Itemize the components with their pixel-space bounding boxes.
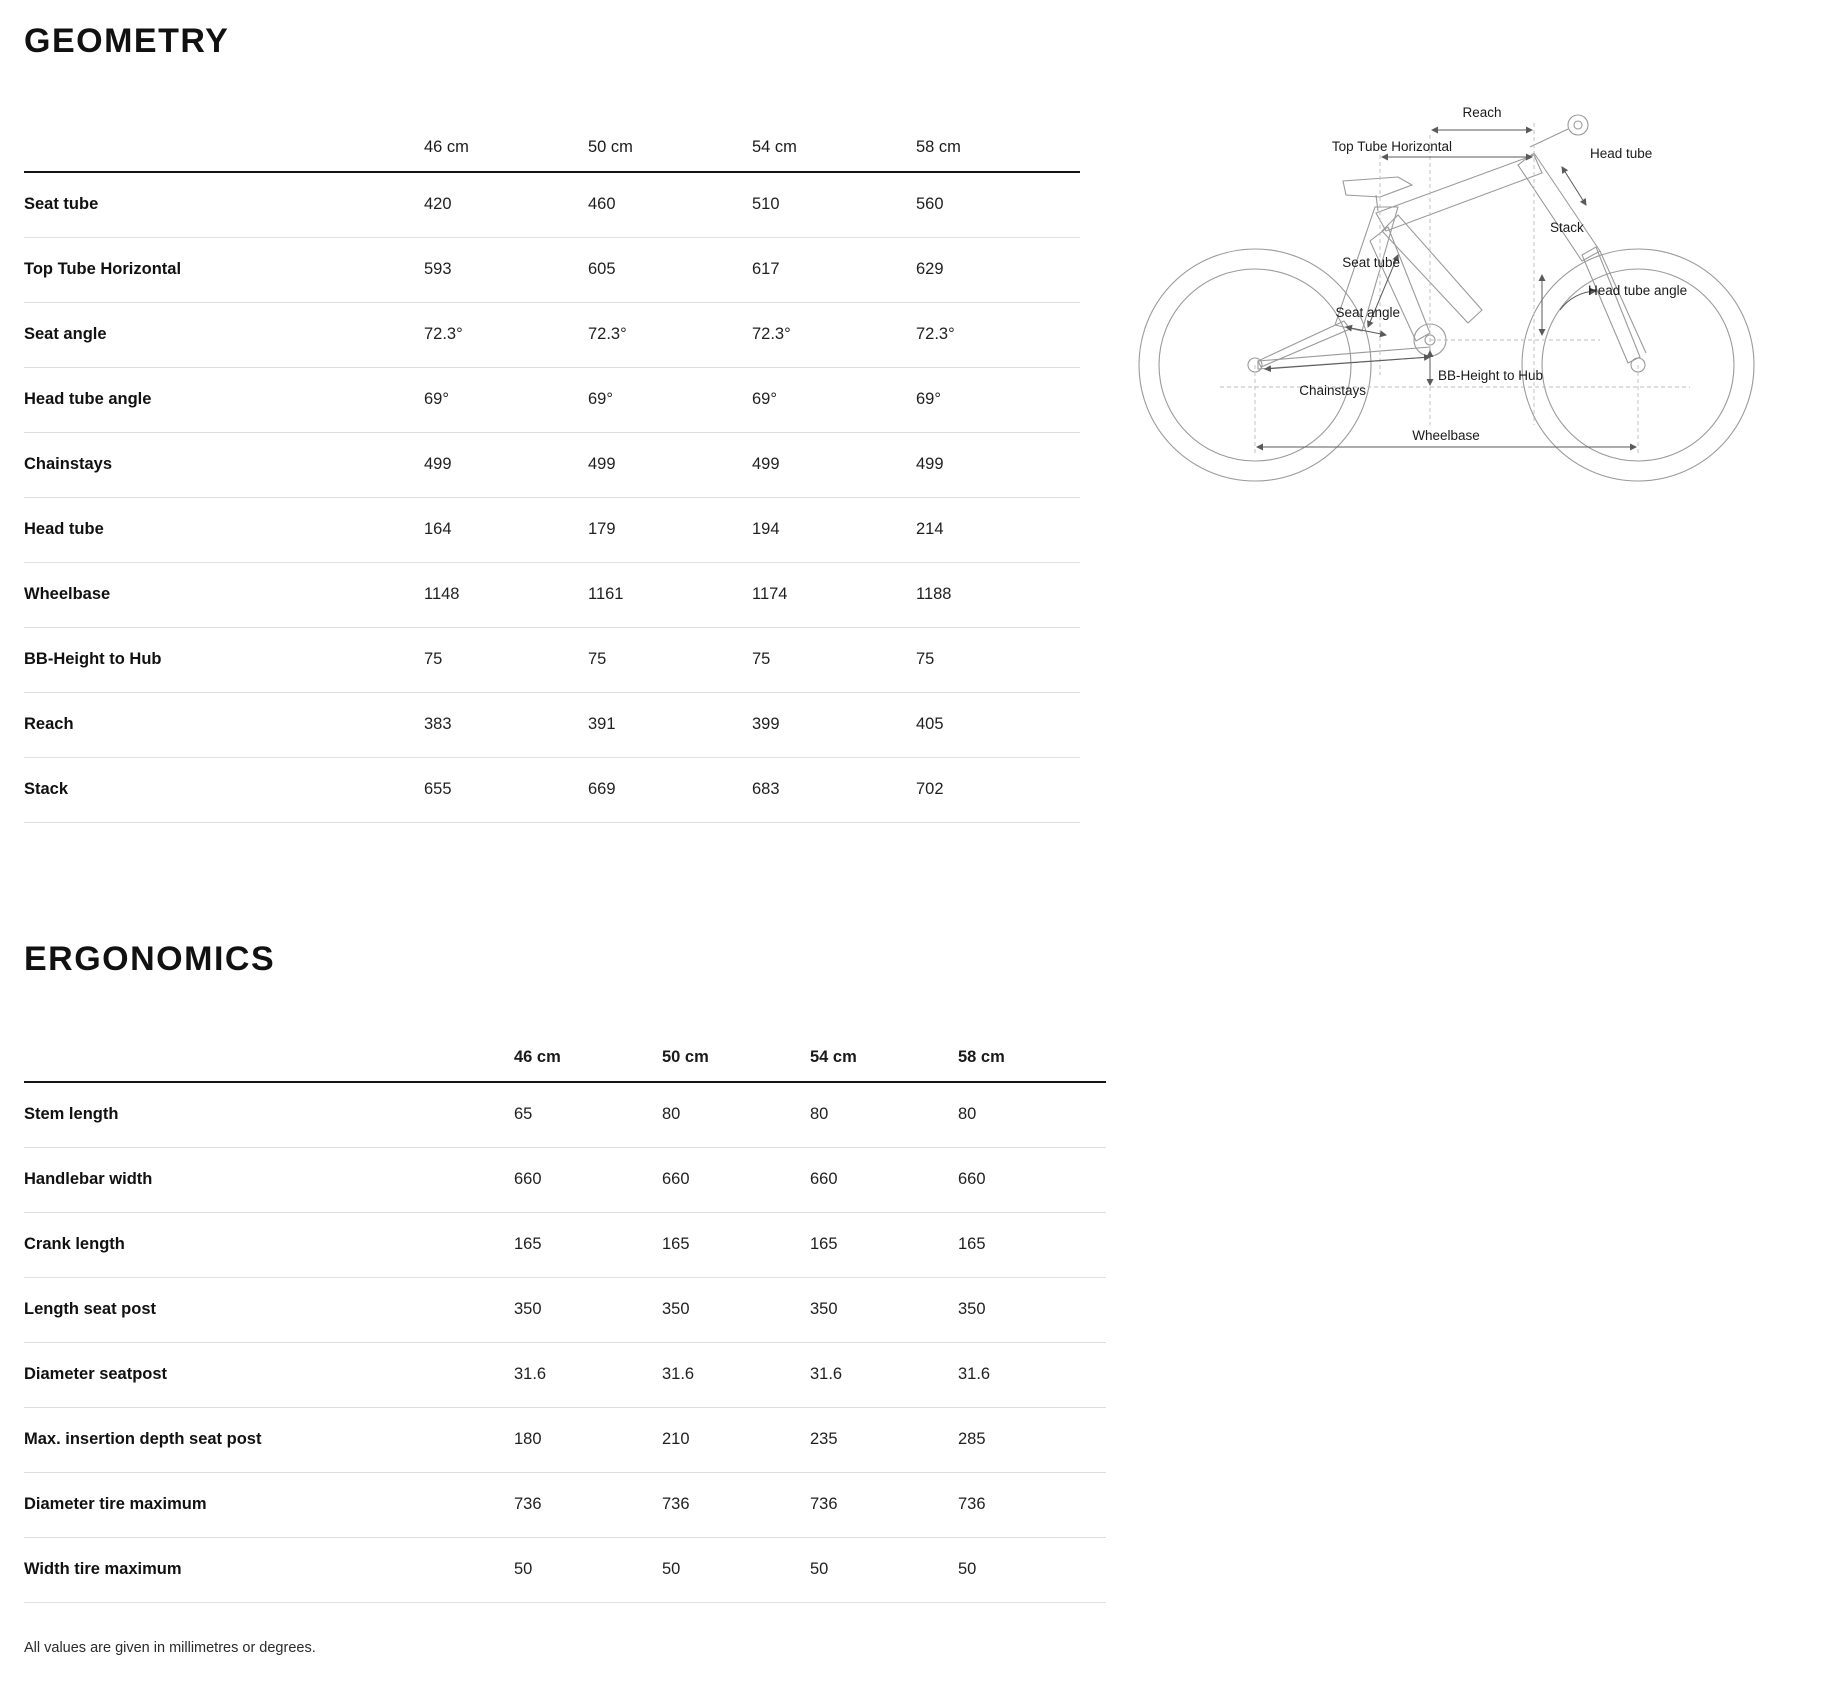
table-row: [24, 1277, 1106, 1342]
cell-value: 65: [514, 1105, 533, 1124]
cell-value: 72.3°: [588, 325, 627, 343]
cell-value: 617: [752, 260, 780, 278]
cell-value: 235: [810, 1430, 838, 1448]
column-header-50cm: 50 cm: [588, 138, 633, 156]
row-label: Head tube: [24, 520, 104, 538]
cell-value: 391: [588, 715, 616, 733]
page-title-geometry: GEOMETRY: [24, 22, 230, 60]
column-header-58cm: 58 cm: [958, 1048, 1005, 1066]
ergonomics-table: [24, 1030, 1106, 1603]
row-label: Handlebar width: [24, 1170, 153, 1188]
table-row: [24, 562, 1080, 627]
cell-value: 702: [916, 780, 944, 798]
row-label: Max. insertion depth seat post: [24, 1430, 262, 1448]
diagram-label-bb-height-to-hub: BB-Height to Hub: [1438, 368, 1544, 383]
row-label: Seat tube: [24, 195, 99, 214]
diagram-label-reach: Reach: [1462, 105, 1502, 120]
cell-value: 75: [424, 650, 443, 668]
cell-value: 660: [958, 1170, 986, 1188]
diagram-label-head-tube: Head tube: [1590, 146, 1653, 161]
footnote: All values are given in millimetres or degrees.: [24, 1640, 316, 1656]
column-header-54cm: 54 cm: [810, 1048, 857, 1066]
cell-value: 683: [752, 780, 780, 798]
cell-value: 50: [958, 1560, 977, 1578]
bicycle-geometry-diagram: [1130, 95, 1830, 535]
row-label: BB-Height to Hub: [24, 650, 162, 668]
page-title-ergonomics: ERGONOMICS: [24, 940, 276, 978]
cell-value: 165: [514, 1235, 542, 1253]
table-row: [24, 172, 1080, 237]
cell-value: 80: [958, 1105, 977, 1124]
row-label: Chainstays: [24, 455, 113, 473]
cell-value: 31.6: [810, 1365, 843, 1383]
table-row: [24, 692, 1080, 757]
cell-value: 164: [424, 520, 452, 538]
table-row: [24, 1342, 1106, 1407]
table-row: [24, 302, 1080, 367]
cell-value: 660: [810, 1170, 838, 1188]
cell-value: 179: [588, 520, 616, 538]
cell-value: 655: [424, 780, 452, 798]
geometry-table: [24, 120, 1080, 823]
cell-value: 1161: [588, 585, 624, 603]
diagram-label-seat-tube: Seat tube: [1342, 255, 1400, 270]
cell-value: 69°: [424, 390, 449, 408]
cell-value: 1174: [752, 585, 788, 603]
table-row: [24, 757, 1080, 822]
diagram-label-head-tube-angle: Head tube angle: [1588, 283, 1688, 298]
row-label: Wheelbase: [24, 585, 111, 603]
row-label: Length seat post: [24, 1300, 157, 1318]
cell-value: 165: [810, 1235, 838, 1253]
cell-value: 69°: [916, 390, 941, 408]
cell-value: 1188: [916, 585, 952, 603]
row-label: Crank length: [24, 1235, 125, 1253]
cell-value: 499: [588, 455, 616, 473]
column-header-blank: [24, 1030, 514, 1082]
cell-value: 69°: [752, 390, 777, 408]
table-header-row: [24, 1030, 1106, 1082]
table-row: [24, 367, 1080, 432]
table-row: [24, 1537, 1106, 1602]
cell-value: 214: [916, 520, 944, 538]
cell-value: 210: [662, 1430, 690, 1448]
table-row: [24, 627, 1080, 692]
cell-value: 560: [916, 195, 944, 214]
cell-value: 80: [810, 1105, 829, 1124]
cell-value: 350: [662, 1300, 690, 1318]
cell-value: 31.6: [958, 1365, 991, 1383]
cell-value: 72.3°: [916, 325, 955, 343]
column-header-50cm: 50 cm: [662, 1048, 709, 1066]
diagram-label-stack: Stack: [1550, 220, 1584, 235]
table-header-row: [24, 120, 1080, 172]
cell-value: 499: [916, 455, 944, 473]
cell-value: 399: [752, 715, 780, 733]
cell-value: 605: [588, 260, 616, 278]
table-row: [24, 1472, 1106, 1537]
table-row: [24, 497, 1080, 562]
cell-value: 75: [752, 650, 771, 668]
row-label: Head tube angle: [24, 390, 152, 408]
cell-value: 72.3°: [752, 325, 791, 343]
cell-value: 350: [810, 1300, 838, 1318]
cell-value: 405: [916, 715, 944, 733]
row-label: Width tire maximum: [24, 1560, 182, 1578]
cell-value: 350: [958, 1300, 986, 1318]
bicycle-diagram-svg: [1130, 95, 1830, 535]
cell-value: 499: [424, 455, 452, 473]
cell-value: 420: [424, 195, 452, 214]
cell-value: 736: [514, 1495, 542, 1513]
column-header-46cm: 46 cm: [514, 1048, 561, 1066]
table-row: [24, 1212, 1106, 1277]
table-row: [24, 1147, 1106, 1212]
row-label: Stack: [24, 780, 69, 798]
cell-value: 69°: [588, 390, 613, 408]
row-label: Diameter tire maximum: [24, 1495, 207, 1513]
column-header-46cm: 46 cm: [424, 138, 469, 156]
table-row: [24, 237, 1080, 302]
cell-value: 383: [424, 715, 452, 733]
cell-value: 629: [916, 260, 944, 278]
row-label: Seat angle: [24, 325, 107, 343]
cell-value: 736: [662, 1495, 690, 1513]
cell-value: 660: [514, 1170, 542, 1188]
diagram-label-seat-angle: Seat angle: [1335, 305, 1400, 320]
cell-value: 736: [810, 1495, 838, 1513]
cell-value: 1148: [424, 585, 460, 603]
cell-value: 165: [662, 1235, 690, 1253]
cell-value: 510: [752, 195, 780, 214]
cell-value: 31.6: [662, 1365, 695, 1383]
cell-value: 499: [752, 455, 780, 473]
table-row: [24, 1082, 1106, 1147]
cell-value: 180: [514, 1430, 542, 1448]
cell-value: 165: [958, 1235, 986, 1253]
row-label: Top Tube Horizontal: [24, 260, 182, 278]
cell-value: 31.6: [514, 1365, 547, 1383]
cell-value: 194: [752, 520, 780, 538]
row-label: Stem length: [24, 1105, 119, 1124]
cell-value: 736: [958, 1495, 986, 1513]
cell-value: 593: [424, 260, 452, 278]
row-label: Diameter seatpost: [24, 1365, 168, 1383]
column-header-58cm: 58 cm: [916, 138, 961, 156]
cell-value: 75: [916, 650, 935, 668]
diagram-label-chainstays: Chainstays: [1299, 383, 1366, 398]
cell-value: 72.3°: [424, 325, 463, 343]
bike-outline: [1139, 115, 1754, 481]
cell-value: 80: [662, 1105, 681, 1124]
table-row: [24, 432, 1080, 497]
cell-value: 50: [662, 1560, 681, 1578]
cell-value: 50: [514, 1560, 533, 1578]
cell-value: 285: [958, 1430, 986, 1448]
column-header-54cm: 54 cm: [752, 138, 797, 156]
cell-value: 460: [588, 195, 616, 214]
diagram-label-wheelbase: Wheelbase: [1412, 428, 1480, 443]
cell-value: 660: [662, 1170, 690, 1188]
table-row: [24, 1407, 1106, 1472]
diagram-label-top-tube-horizontal: Top Tube Horizontal: [1331, 139, 1452, 154]
cell-value: 75: [588, 650, 607, 668]
cell-value: 350: [514, 1300, 542, 1318]
cell-value: 50: [810, 1560, 829, 1578]
column-header-blank: [24, 120, 424, 172]
row-label: Reach: [24, 715, 74, 733]
cell-value: 669: [588, 780, 616, 798]
